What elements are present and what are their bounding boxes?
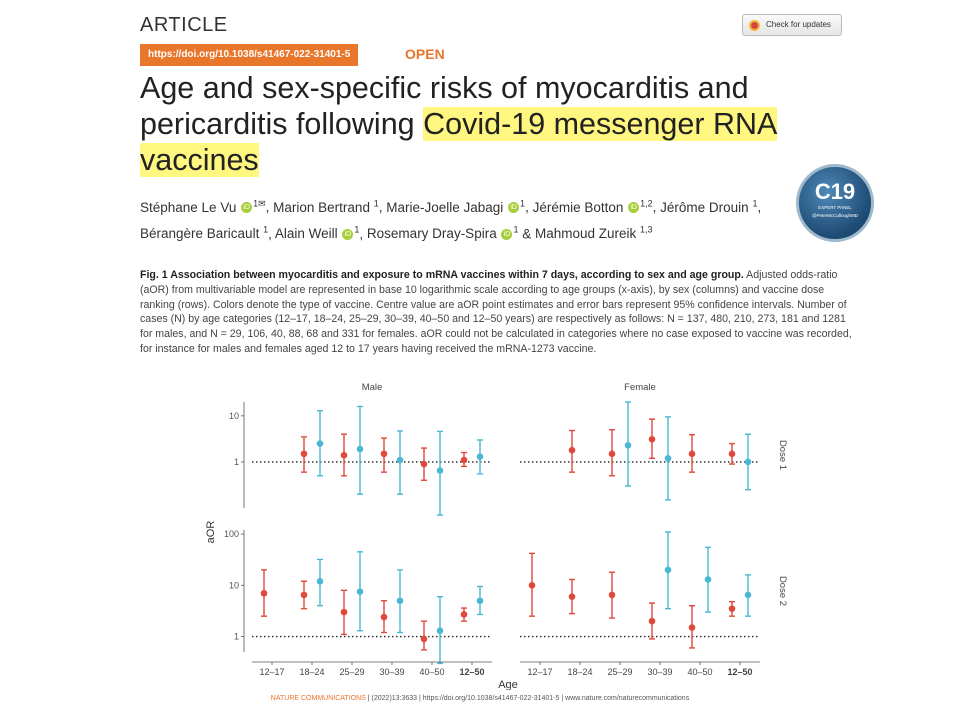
author-separator: , [268,226,275,241]
x-tick-label: 12–17 [527,667,553,677]
data-point [397,597,404,604]
data-point [665,455,672,462]
data-point [421,636,428,643]
author-list [140,192,800,245]
data-point [665,567,672,574]
x-tick-label: 12–50 [727,667,753,677]
data-point [461,611,468,618]
author-name[interactable]: Rosemary Dray-Spira iD $^1$ [366,224,519,241]
author-name[interactable]: Alain Weill iD $^1$ [274,224,360,241]
title-highlight: Covid-19 messenger RNA [423,107,778,141]
badge-line1: EXPERT PANEL [818,205,852,210]
doi-link[interactable]: https://doi.org/10.1038/s41467-022-31401-5 [140,44,358,66]
data-point [301,451,308,458]
data-point [569,447,576,454]
data-point [437,467,444,474]
author-name[interactable]: Jérôme Drouin $^1$ [660,198,758,215]
x-tick-label: 12–17 [259,667,285,677]
data-point [745,592,752,599]
data-point [689,624,696,631]
data-point [461,457,468,464]
check-updates-icon [749,20,760,31]
x-tick-label: 40–50 [419,667,445,677]
footer-citation: | (2022)13:3633 | https://doi.org/10.1038/s41467-022-31401-5 | www.nature.com/naturecommunications [365,695,690,702]
badge-main: C19 [814,179,856,204]
author-affiliation: 1 [354,224,360,235]
author-separator: , [652,199,661,215]
x-tick-label: 30–39 [379,667,405,677]
data-point [569,593,576,600]
orcid-icon[interactable]: iD [628,202,639,213]
author-affiliation: 1 [752,198,758,208]
badge-line2: @PeterMcCulloughMD [811,213,859,218]
c19-badge-logo [796,164,874,242]
row-label: Dose 1 [777,439,788,471]
author-name[interactable]: Bérangère Baricault $^1$ [140,224,269,241]
figure-caption [140,268,858,357]
author-separator: , [265,199,274,215]
data-point [357,446,364,453]
forest-plot-chart [0,370,960,690]
column-label: Male [361,382,383,393]
data-point [609,451,616,458]
data-point [437,627,444,634]
data-point [729,605,736,612]
author-name[interactable]: Marie-Joelle Jabagi iD $^1$ [386,198,526,215]
check-updates-label: Check for updates [766,20,831,29]
author-name[interactable]: Jérémie Botton iD $^{1,2}$ [532,198,653,215]
data-point [477,597,484,604]
data-point [261,590,268,597]
title-highlight-2: vaccines [140,143,259,177]
caption-title: Fig. 1 Association between myocarditis and exposure to mRNA vaccines within 7 days, according to sex and age group. [140,269,744,281]
author-affiliation: 1,2 [640,198,653,208]
article-label: ARTICLE [140,14,228,36]
y-tick-label: 100 [223,529,239,540]
footer-journal: NATURE COMMUNICATIONS [270,695,366,702]
y-tick-label: 10 [228,410,239,421]
x-tick-label: 25–29 [607,667,633,677]
author-affiliation: 1✉ [253,198,266,208]
orcid-icon[interactable]: iD [241,202,252,213]
data-point [477,453,484,460]
data-point [649,618,656,625]
x-axis-title: Age [498,679,518,690]
author-name[interactable]: Mahmoud Zureik $^{1,3}$ [534,224,653,241]
author-affiliation: 1,3 [640,224,653,235]
author-separator: , [359,226,367,241]
data-point [341,609,348,616]
data-point [529,582,536,589]
x-tick-label: 18–24 [567,667,593,677]
author-affiliation: 1 [263,224,269,235]
author-separator: , [525,199,533,215]
open-access-label: OPEN [405,46,445,62]
check-updates-button[interactable] [742,14,842,36]
data-point [301,592,308,599]
data-point [317,578,324,585]
data-point [381,614,388,621]
author-name[interactable]: Stéphane Le Vu iD $^{1✉}$ [140,198,266,215]
x-tick-label: 25–29 [339,667,365,677]
data-point [341,452,348,459]
author-separator: , [757,199,762,215]
author-affiliation: 1 [520,198,526,208]
x-tick-label: 40–50 [687,667,713,677]
y-tick-label: 1 [233,631,239,642]
y-axis-title: aOR [205,520,217,544]
data-point [421,461,428,468]
data-point [689,451,696,458]
data-point [381,451,388,458]
author-name[interactable]: Marion Bertrand $^1$ [273,198,379,215]
title-text: Age and sex-specific risks of myocarditis and pericarditis following [140,71,749,141]
x-tick-label: 18–24 [299,667,325,677]
data-point [649,436,656,443]
data-point [397,457,404,464]
data-point [317,440,324,447]
article-title [140,70,840,178]
author-separator: , [378,199,387,215]
orcid-icon[interactable]: iD [501,229,512,240]
y-tick-label: 10 [228,580,239,591]
data-point [729,451,736,458]
row-label: Dose 2 [777,575,788,607]
page-footer [0,695,960,702]
y-tick-label: 1 [233,456,239,467]
data-point [705,576,712,583]
author-separator: & [518,226,535,241]
data-point [745,459,752,466]
caption-text: Adjusted odds-ratio (aOR) from multivariable model are represented in base 10 logarithmic scale according to age groups (x-axis), by sex (columns) and vaccine dose ranking (rows). Colors denote the type of vaccine. Centre value are aOR point estimates and error bars represent 95% confidence intervals. Number of cases (N) by age categories (12–17, 18–24, 25–29, 30–39, 40–50 and 12–50 years) are respectively as follows: N = 137, 480, 210, 273, 181 and 1281 for males, and N = 29, 106, 40, 88, 68 and 331 for females. aOR could not be calculated in categories where no case exposed to vaccine was recorded, for instance for males and females aged 12 to 17 years having received the mRNA-1273 vaccine. [140,269,852,355]
x-tick-label: 30–39 [647,667,673,677]
author-affiliation: 1 [373,198,379,208]
orcid-icon[interactable]: iD [508,202,519,213]
data-point [625,442,632,449]
data-point [357,588,364,595]
data-point [609,592,616,599]
x-tick-label: 12–50 [459,667,485,677]
orcid-icon[interactable]: iD [342,229,353,240]
author-affiliation: 1 [513,224,519,235]
column-label: Female [624,382,656,393]
